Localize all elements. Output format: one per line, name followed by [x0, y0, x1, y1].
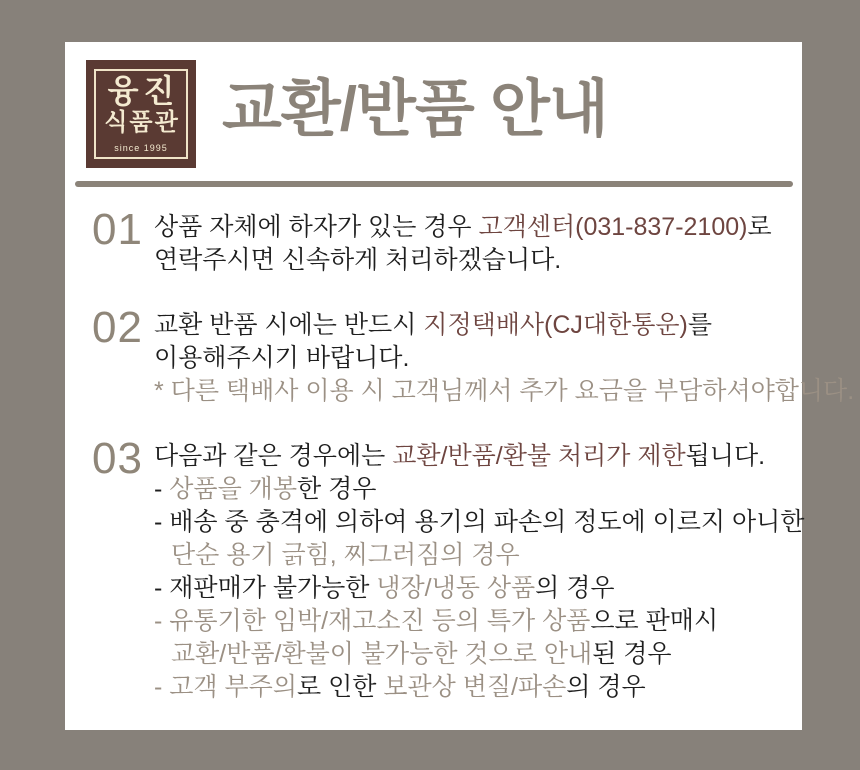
sections-container: [65, 187, 855, 704]
text-segment: - 고객 부주의: [154, 673, 297, 701]
brand-logo-frame: [94, 69, 188, 159]
text-segment: 단순 용기 긁힘, 찌그러짐의 경우: [171, 541, 520, 569]
text-line: [154, 539, 804, 572]
brand-name-line1: 융진: [107, 73, 180, 110]
section-number: 01: [92, 205, 143, 254]
text-segment: - 재판매가 불가능한: [154, 574, 377, 602]
text-segment: - 유통기한 임박/재고소진 등의 특가 상품: [154, 607, 591, 635]
brand-logo: [86, 60, 196, 168]
text-segment: 고객센터(031-837-2100): [478, 213, 748, 241]
text-segment: 의 경우: [566, 673, 646, 701]
text-line: [154, 244, 772, 277]
text-segment: 냉장/냉동 상품: [376, 574, 536, 602]
text-segment: 상품을 개봉: [169, 475, 297, 503]
text-line: [154, 211, 772, 244]
text-segment: 된 경우: [592, 640, 672, 668]
brand-name-line2: 식품관: [104, 109, 180, 136]
text-line: [154, 342, 854, 375]
text-line: [154, 572, 804, 605]
text-segment: 로 인한: [296, 673, 384, 701]
text-line: [154, 309, 854, 342]
text-segment: 를: [687, 311, 713, 339]
text-segment: 의 경우: [535, 574, 615, 602]
page-title: 교환/반품 안내: [222, 75, 608, 144]
section-03: [92, 434, 805, 704]
section-02: [92, 303, 855, 408]
text-segment: 지정택배사(CJ대한통운): [423, 311, 688, 339]
text-segment: * 다른 택배사 이용 시 고객님께서 추가 요금을 부담하셔야합니다.: [154, 377, 855, 405]
text-segment: 교환/반품/환불 처리가 제한: [392, 442, 686, 470]
section-01: [92, 205, 802, 277]
text-segment: 다음과 같은 경우에는: [154, 442, 393, 470]
section-body: [154, 437, 804, 704]
text-segment: -: [154, 475, 170, 503]
text-line: [154, 605, 804, 638]
text-line: [154, 671, 804, 704]
section-number: 03: [92, 434, 143, 483]
text-line: [154, 638, 804, 671]
header: [65, 42, 802, 168]
text-segment: 교환 반품 시에는 반드시: [154, 311, 424, 339]
section-number: 02: [92, 303, 143, 352]
text-segment: - 배송 중 충격에 의하여 용기의 파손의 정도에 이르지 아니한: [154, 508, 805, 536]
text-segment: 로: [747, 213, 772, 241]
section-body: [154, 306, 854, 408]
text-segment: 한 경우: [296, 475, 377, 503]
text-segment: 이용해주시기 바랍니다.: [154, 344, 410, 372]
section-body: [154, 208, 772, 277]
text-segment: 으로 판매시: [590, 607, 719, 635]
text-segment: 보관상 변질/파손: [383, 673, 567, 701]
text-segment: 연락주시면 신속하게 처리하겠습니다.: [154, 246, 562, 274]
text-segment: 상품 자체에 하자가 있는 경우: [154, 213, 479, 241]
brand-since-text: since 1995: [114, 142, 168, 153]
text-line: [154, 375, 854, 408]
content-card: [65, 42, 855, 730]
text-segment: 됩니다.: [685, 442, 766, 470]
text-line: [154, 440, 804, 473]
text-line: [154, 473, 804, 506]
text-line: [154, 506, 804, 539]
text-segment: 교환/반품/환불이 불가능한 것으로 안내: [171, 640, 593, 668]
